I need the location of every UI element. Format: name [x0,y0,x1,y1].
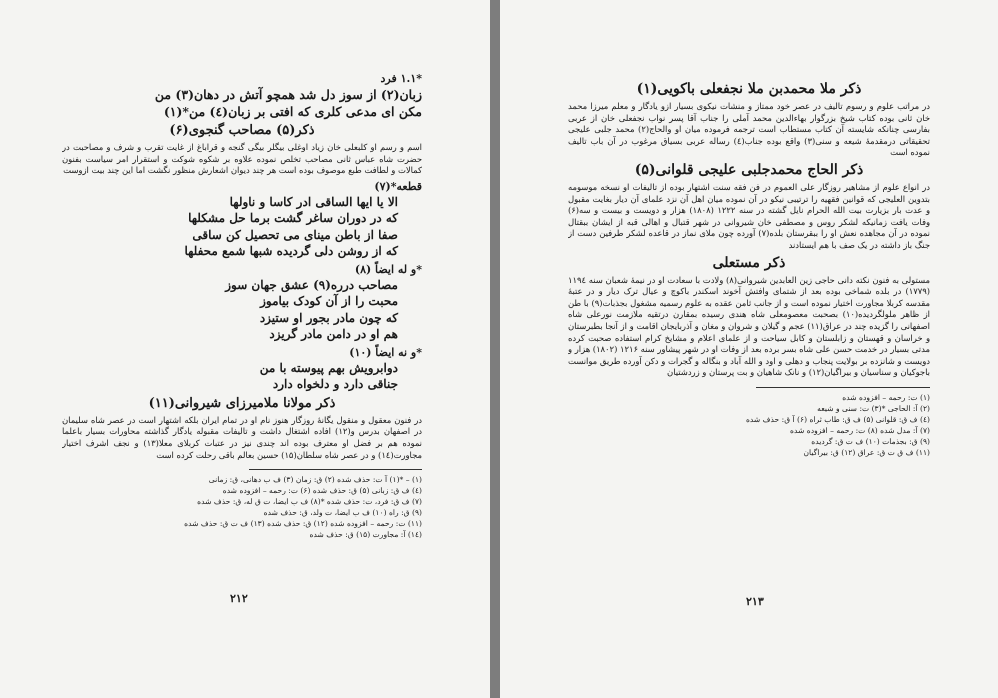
verse-mark: *و نه ایضاً (۱۰) [349,345,422,359]
page-number: ۲۱۲ [230,592,248,605]
opening-mark: *۱.۱ فرد [380,72,422,85]
right-page-text [568,78,930,626]
verse-line: مصاحب درره(۹) عشق جهان سوز [225,277,398,292]
footnote-line: (۱۱) ف ق ت ق: عراق (۱۲) ق: بیراگیان [803,447,930,457]
footnote-line: (۹) ق: راه (۱۰) ف ب ایضا، ت ولد، ق: حذف شده [263,508,422,518]
qeta-label: قطعه*(۷) [374,179,422,193]
verse-block [62,277,422,343]
footnote-divider [249,469,422,470]
section-paragraph: در مراتب علوم و رسوم تالیف در عصر خود ممتاز و منشات نیکوی بسیار ازو یادگار و معلم میرزا محمد خان ثانی بوده کتاب شیخ بزرگوار بهاءالدین محمد آملی را جناب آقا پسر نواب نجفعلی خان از عربی بفارسی چنانکه شایسته آن کتاب مستطاب است ترجمه فرموده میان او والحاج(۲) محمد جلبی علیجی تحقیقاتی درمقدمهٔ شیعه و سنی(۳) واقع بوده جناب(٤) رساله عربی بسیاق مرغوب در آن باب تالیف نموده است [568,101,930,158]
section-heading: ذکر مولانا ملامیرزای شیروانی(۱۱) [148,395,336,411]
right-page [500,0,998,698]
left-page-text [62,70,422,630]
section-paragraph: در انواع علوم از مشاهیر روزگار علی العموم در فن فقه سنت اشتهار بوده از تالیفات او نسخه موسومه بتدوین العلیجی که قوانین فقهیه را ترتیبی نیکو در آن نموده میان اهل آن نزد علمای آن دیار بغایت مقبول و عدت بار بزیارت بیت الله الحرام نایل گشته در سنه ۱۲۲۲ (۱۸۰۸) هزار و دویست و بیست و سه(۶) وفات یافت زمانیکه لشکر روس و مصطفی خان شیروانی در شهر قتبال و اهالی قبه از ایشان ببقتال نموده در آن مجاهده نعش او را ببقرستان بلده(۷) آورده چون ملای نماز در قاعده لشکر طرفین دست از جنگ باز داشته در یک صف با هم ایستادند [568,181,930,250]
verse-line: که از روشن دلی گردیده شبها شمع محفلها [184,244,398,259]
verse-line: دوابرویش بهم پیوسته با من [259,360,398,375]
verse-line: جناقی دارد و دلخواه دارد [272,377,398,392]
footnote-line: (۱٤) آ: مجاورت (۱۵) ق: حذف شده [309,530,422,540]
section-paragraph: اسم و رسم او کلبعلی خان زیاد اوغلی بیگلر بیگی گنجه و قراباغ از غایت تقرب و شرف و مصاحبت در حضرت شاه عباس ثانی مصاحب تخلص نموده علاوه بر شکوه شوکت و استقرار امر سیاست بفنون کمالات و لطافت طبع موصوف بوده است هر چند دیوان اشعارش منظور نگشت اما این چند بیت ازوست [62,142,422,176]
footnote-line: (٤) ف ق: زبانی (۵) ق: حذف شده (۶) ت: رحمه – افزوده شده [222,486,422,496]
footnote-line: (۱۱) ت: رحمه – افزوده شده (۱۲) ق: حذف شده (۱۳) ف ت ق: حذف شده [184,519,422,529]
verse-line: که چون مادر بجور او ستیزد [259,310,398,325]
verse-mark: *و له ایضاً (۸) [354,262,422,276]
opening-verse-line: مکن ای مدعی کلری که افتی بر زبان(٤) من*(۱) [163,104,422,119]
footnote-line: (۷) ف ق: فرد، ت: حذف شده *(۸) ف ب ایضا، ت ق له، ق: حذف شده [197,497,422,507]
verse-block [62,360,422,393]
section-paragraph: مستولی به فنون نکته دانی حاجی زین العابدین شیروانی(۸) ولادت با سعادت او در نیمهٔ شعبان سنه ۱۱۹٤ (۱۷۷۹) در بلده شماخی بوده بعد از شتمای وافتش آخوند اسکندر باکوچ و عیال ترک دیار و در عتبهٔ مقدسه کربلا مجاورت اختیار نموده است و از جانب ثامن عقده به علوم رسمیه مشغول بجذبات(۹) با طن از ظاهر ملولگردیده(۱۰) بصحبت معصومعلی شاه هندی رسیده بمقارن درتقیه ملازمت نورعلی شاه اصفهانی را گزیده چند در عراق(۱۱) عجم و گیلان و شروان و مغان و آذربایجان اقامت و از آنجا بطبرستان و خراسان و قهستان و زابلستان و کابل سیاحت و از علمای اعلام و مشایخ کرام استفاده صحبت کرده مدتی بسیار در خدمت حسن علی شاه بسر برده بعد از وفات او در شهر پیشاور سنه ۱۲۱۶ (۱۸۰۲) هزار و دویست و شانزده بر بولایت پنجاب و دهلی و اود و الله آباد و بنگاله و گجرات و دکن آورده طریق موانست باجوکیان و سناسیان و بیراگیان(۱۲) و نانک شاهیان و بت پرستان و زردشتیان [568,274,930,378]
section-heading: ذکر الحاج محمدجلبی علیجی قلوانی(۵) [634,161,864,178]
footnote-line: (۹) ق: بجذمات (۱۰) ف ت ق: گردیده [811,436,930,446]
verse-line: محبت را از آن کودک بیاموز [260,294,398,309]
footnote-line: (۲) آ: الحاجی *(۳) ت: سنی و شیعه [817,403,930,413]
opening-verse-line: زبان(۲) از سوز دل شد همچو آتش در دهان(۳) من [154,87,422,102]
verse-line: صفا از باطن مینای می تحصیل کن ساقی [192,227,398,242]
left-page [0,0,490,698]
verse-line: الا یا ایها الساقی ادر کاسا و ناولها [229,194,398,209]
footnote-line: (۷) آ: مدل شده (۸) ت: رحمه – افزوده شده [790,425,930,435]
footnote-divider [756,387,930,388]
section-heading: ذکر ملا محمدبن ملا نجفعلی باکویی(۱) [636,81,862,97]
page-number: ۲۱۳ [746,595,764,608]
section-heading: ذکر مستعلی [712,254,786,271]
verse-line: که در دوران ساغر گشت برما حل مشکلها [188,211,398,226]
verse-block [62,194,422,260]
section-paragraph: در فنون معقول و منقول یگانهٔ روزگار هنوز نام او در تمام ایران بلکه اشتهار است در عصر شاه سلیمان در اصفهان بدرس و(۱۲) افاده اشتغال داشت و تالیفات مقبوله یادگار گذاشته محاورات بسیار باعلما نموده هم بر فضل او معترف بوده اند چندی نیز در عتبات کربلای معلا(۱۳) و نجف اشرف اختیار مجاورت(۱٤) و در عصر شاه سلطان(۱۵) حسین بعالم باقی رحلت کرده است [62,414,422,460]
section-heading: ذکر(۵) مصاحب گنجوی(۶) [169,123,315,138]
footnote-line: (۱) – *(۱) آ ت: حذف شده (۲) ق: زمان (۳) ف ب دهانی، ق: زمانی [208,475,422,485]
verse-line: هم او در دامن مادر گریزد [269,327,398,342]
footnote-line: (۱) ت: رحمه – افزوده شده [842,392,930,402]
footnote-line: (٤) ف ق: قلوانی (۵) ف ق: طاب ثراه (۶) آ ق: حذف شده [745,414,930,424]
